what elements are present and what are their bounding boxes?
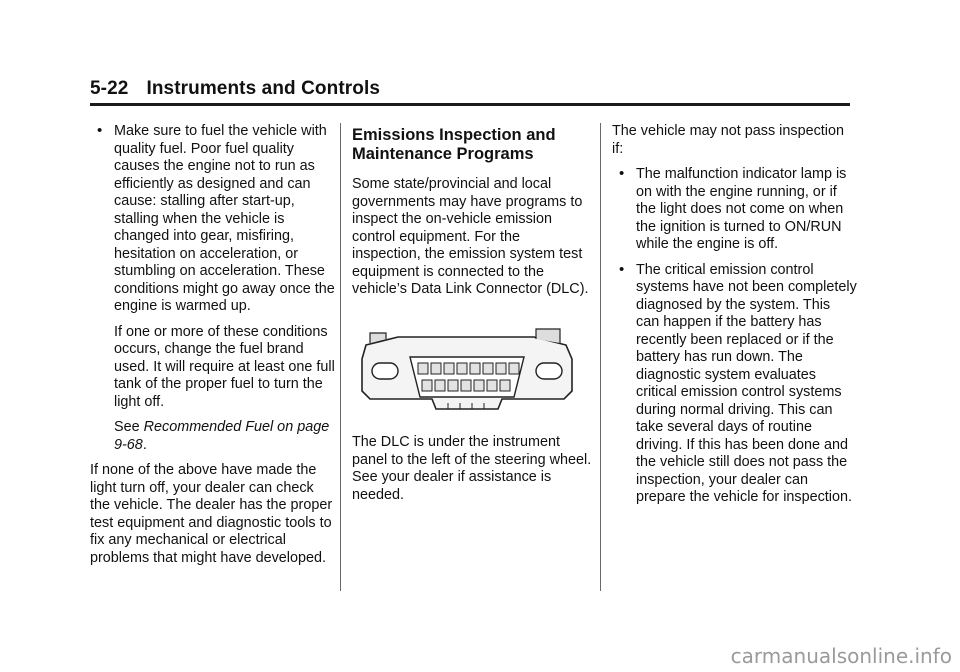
see-link[interactable]: Recommended Fuel on page 9-68 — [114, 419, 330, 453]
paragraph: Some state/provincial and local governments may have programs to inspect the on-vehicle emission control equipment. For the inspection, the emission system test equipment is connected to the vehicle’s Data Link Connector (DLC). — [352, 176, 589, 297]
see-prefix: See — [114, 419, 144, 435]
closing-paragraph: If none of the above have made the light turn off, your dealer can check the vehicle. The dealer has the proper test equipment and diagnostic tools to fix any mechanical or electrical problems that might have developed. — [90, 462, 333, 566]
latch-right — [536, 363, 562, 379]
column-1 — [90, 123, 335, 575]
column-divider-2 — [600, 123, 601, 591]
header-rule — [90, 103, 850, 106]
latch-left — [372, 363, 398, 379]
pin-row-bottom — [422, 380, 510, 391]
bullet-item — [90, 123, 335, 316]
paragraph: The DLC is under the instrument panel to the left of the steering wheel. See your dealer if assistance is needed. — [352, 434, 592, 503]
bullet-icon: • — [619, 260, 625, 278]
column-3 — [612, 123, 857, 515]
bullet-item — [612, 262, 857, 507]
bullet-text: Make sure to fuel the vehicle with quality fuel. Poor fuel quality causes the engine not to run as efficiently as designed and can cause: stalling after start-up, stalling when the vehicle is changed into gear, misfiring, hesitation on acceleration, or stumbling on acceleration. These conditions might go away once the engine is warmed up. — [114, 123, 335, 314]
bullet-icon: • — [619, 165, 625, 182]
page-number: 5-22 — [90, 78, 129, 99]
bullet-text: The critical emission control systems have not been completely diagnosed by the system. This can happen if the battery has recently been replaced or if the battery has run down. The diagnostic system evaluates critical emission control systems during normal driving. This can take several days of routine driving. If this has been done and the vehicle still does not pass the inspection, your dealer can prepare the vehicle for inspection. — [636, 261, 857, 505]
section-title: Instruments and Controls — [146, 78, 381, 99]
indented-paragraph: If one or more of these conditions occurs, change the fuel brand used. It will require at least one full tank of the proper fuel to turn the light off. — [114, 323, 335, 410]
column-2 — [352, 123, 592, 512]
bullet-icon: • — [97, 122, 103, 139]
see-suffix: . — [142, 436, 147, 453]
intro-paragraph: The vehicle may not pass inspection if: — [612, 123, 844, 157]
watermark: carmanualsonline.info — [730, 644, 952, 668]
bullet-item — [612, 166, 857, 254]
page-header — [90, 78, 380, 100]
dlc-connector-illustration — [352, 319, 582, 415]
bullet-text: The malfunction indicator lamp is on with the engine running, or if the light does not come on when the ignition is turned to ON/RUN while the engine is off. — [636, 166, 847, 252]
section-heading: Emissions Inspection and Maintenance Programs — [352, 126, 556, 163]
column-divider-1 — [340, 123, 341, 591]
see-reference — [90, 419, 335, 454]
